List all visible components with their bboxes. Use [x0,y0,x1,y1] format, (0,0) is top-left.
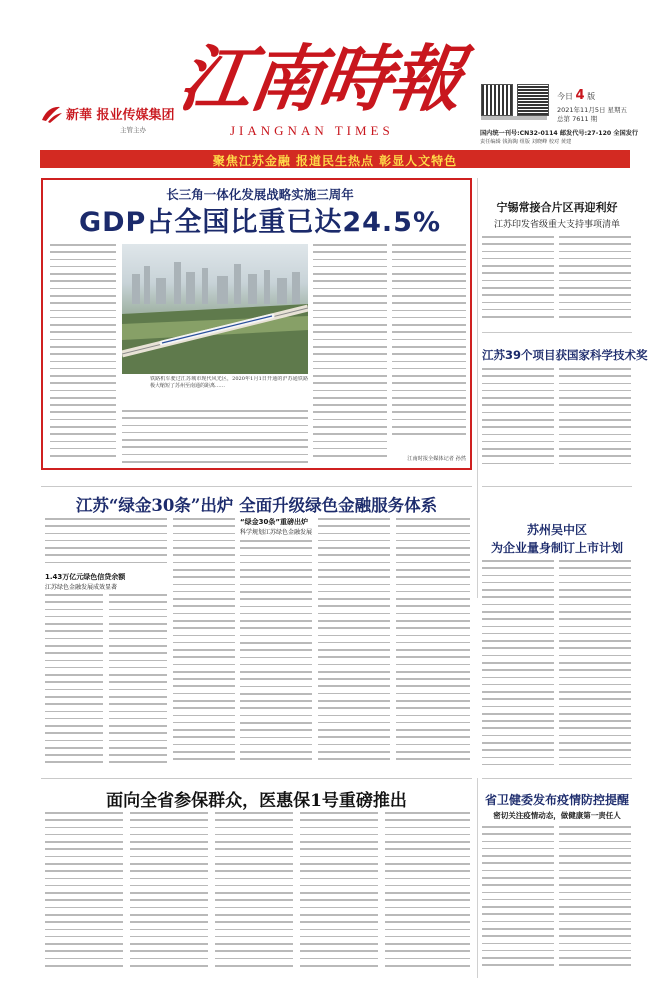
wuzhong-headline-1: 苏州吴中区 [526,523,587,537]
green-box-title: 1.43万亿元绿色信贷余额 [45,573,126,581]
side2-headline: 江苏39个项目获国家科学技术奖 [482,348,648,362]
edition-box [557,88,617,102]
green-body-col1-lower [45,594,103,774]
medical-body-col1 [45,812,123,978]
medical-body-col4 [300,812,378,978]
side1-subhead: 江苏印发省级重大支持事项清单 [493,220,620,230]
lead-body-col1 [50,244,116,464]
group-sub: 主管主办 [120,126,146,134]
rule-side2 [482,332,632,333]
green-body-col2 [109,594,167,774]
edition-unit: 版 [587,92,596,101]
edition-count: 4 [575,88,585,103]
side2-body-a [482,368,554,472]
column-divider-right-lower [477,778,478,978]
green-box-sub: 江苏绿色金融发展成效显著 [45,584,118,591]
side2-body-b [559,368,631,472]
side1-headline: 宁锡常接合片区再迎利好 [496,201,618,214]
side1-body-a [482,236,554,328]
editors-line: 责任编辑 钱海陶 组版 刘晓峰 校对 黄建 [480,139,572,145]
epidemic-subhead: 密切关注疫情动态，做健康第一责任人 [493,811,621,820]
green-body-col5 [318,518,390,774]
lead-byline: 江南时报全媒体记者 孙然 [407,456,466,462]
lead-body-col4 [392,244,466,454]
masthead-title-en: JIANGNAN TIMES [230,123,394,138]
masthead-title: 江南時報 [174,36,467,121]
green-sub-title: “绿金30条”重磅出炉 [240,518,308,526]
medical-body-col3 [215,812,293,978]
edition-label: 今日 [557,92,573,101]
lead-photo [122,244,308,374]
medical-body-col5 [385,812,470,978]
issue-date: 2021年11月5日 星期五 [557,106,628,114]
wuzhong-body-a [482,560,554,774]
lead-body-col2-lower [122,410,308,466]
rule-green-finance [41,486,472,487]
medical-headline: 面向全省参保群众，医惠保1号重磅推出 [106,791,407,811]
lead-photo-caption: 铁路机车驶过江苏城市现代风光区，2020年1月1日开通的沪苏通铁路 极大缩短了苏州至南通的距离…… [150,376,308,389]
wuzhong-headline-2: 为企业量身制订上市计划 [490,541,623,555]
wuzhong-body-b [559,560,631,774]
epidemic-body-a [482,826,554,978]
green-sub-sub: 科学规划江苏绿色金融发展 [240,529,313,536]
lead-kicker: 长三角一体化发展战略实施三周年 [166,187,354,202]
slogan-banner [40,150,630,168]
xinhua-logo-icon [40,104,64,124]
rule-wuzhong [482,486,632,487]
green-body-col6 [396,518,470,774]
side1-body-b [559,236,631,328]
masthead [0,0,657,150]
slogan-text: 聚焦江苏金融 报道民生热点 彰显人文特色 [212,154,458,168]
green-body-col4 [240,540,312,774]
group-brand: 新華 报业传媒集团 [66,108,175,123]
lead-body-col3 [313,244,387,464]
column-divider-right [477,178,478,598]
qr-caption [481,116,547,120]
epidemic-headline: 省卫健委发布疫情防控提醒 [484,793,629,807]
epidemic-body-b [559,826,631,978]
cn-number: 国内统一刊号:CN32-0114 邮发代号:27-120 全国发行 [480,130,639,137]
lead-headline: GDP占全国比重已达24.5% [78,207,442,238]
qr-code-right [517,84,549,116]
rule-medical [41,778,472,779]
green-finance-headline: 江苏“绿金30条”出炉 全面升级绿色金融服务体系 [75,496,438,515]
rule-epidemic [482,778,632,779]
medical-body-col2 [130,812,208,978]
group-logo [40,100,175,140]
green-body-col3 [173,518,235,774]
green-body-col1 [45,518,167,568]
issue-number: 总第 7611 期 [557,115,598,123]
qr-code-left [481,84,513,116]
